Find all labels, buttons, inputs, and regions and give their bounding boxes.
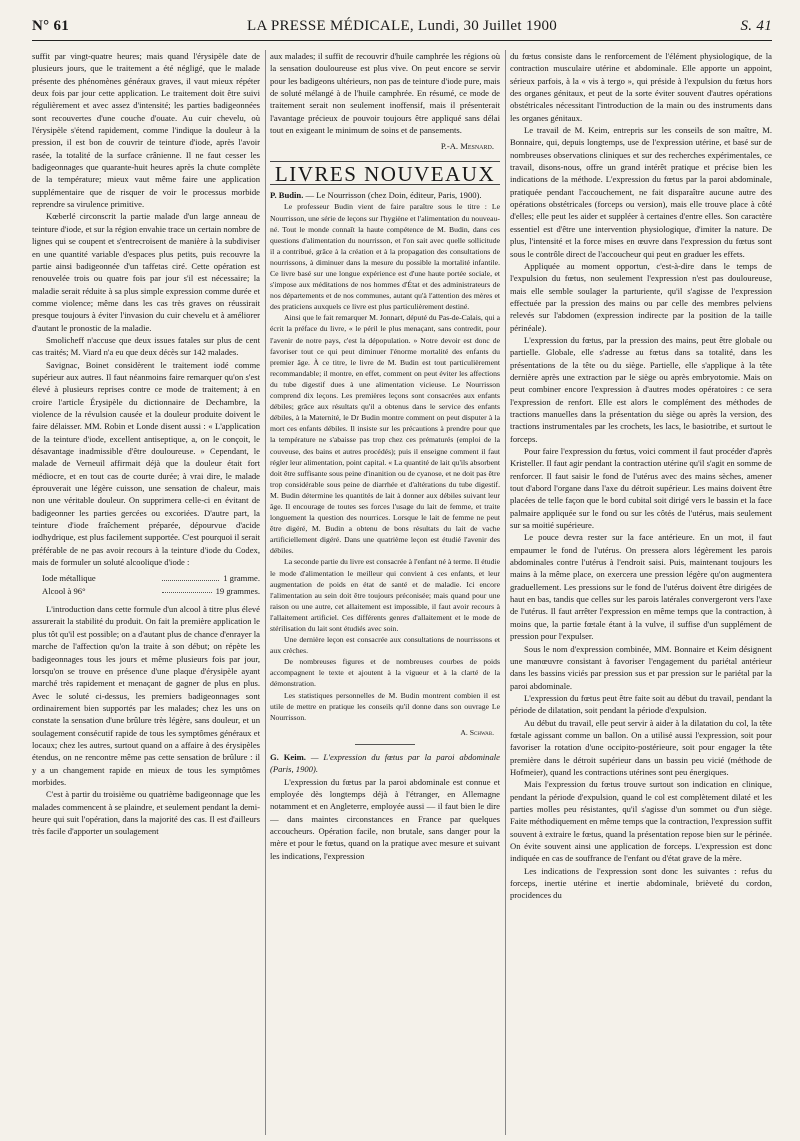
paragraph: aux malades; il suffit de recouvrir d'huile camphrée les régions où la sensation douloureuse est plus vive. On peut encore se servir pour les badigeons ultérieurs, non pas de teinture d'iode pure, mais de soluté mélangé à de l'huile camphrée. En résumé, ce mode de traitement serait non seulement inoffensif, mais il présenterait l'avantage précieux de pouvoir toujours être appliqué sans délai tout en exigeant le minimum de soins et de pansements. <box>270 51 500 136</box>
ingredient-qty: 19 grammes. <box>215 585 260 596</box>
paragraph: Une dernière leçon est consacrée aux consultations de nourrissons et aux crèches. <box>270 635 500 656</box>
paragraph: L'expression du fœtus par la paroi abdominale est connue et employée dès longtemps déjà à l'étranger, en Allemagne notamment et en Angleterre, employée aussi — il faut bien le dire — dans maintes circonstances en France par quelques accoucheurs. Opération facile, non brutale, sans danger pour la mère et pour le fœtus, quand on la pratique avec mesure et suivant les indications, l'expression <box>270 776 500 861</box>
paragraph: du fœtus consiste dans le renforcement de l'élément physiologique, de la contraction musculaire utérine et abdominale. Elle apporte un appoint, sérieux parfois, à la « vis à tergo », qui préside à l'expulsion du fœtus hors des organes génitaux, et peut de la sorte éviter souvent d'autres opérations obstétricales nécessitant l'introduction de la main ou des instruments dans les organes génitaux. <box>510 51 772 123</box>
paragraph: Ainsi que le fait remarquer M. Jonnart, député du Pas-de-Calais, qui a écrit la préface du livre, « le péril le plus menaçant, sans contredit, pour l'avenir de notre pays, c'est la dépopulation. » Notre devoir est donc de favoriser tout ce qui peut diminuer l'énorme mortalité des enfants du premier âge. À ce titre, le livre de M. Budin est tout particulièrement recommandable; il montre, en effet, comment on peut éviter les affections du tube digestif dues à une alimentation vicieuse. Le Nourrisson comprend dix leçons. Les premières leçons sont consacrées aux enfants débiles; grâce aux résultats qu'il a obtenus dans le service des enfants débiles, à la Maternité, le Dr Budin montre comment on peut disputer à la mort ces enfants débiles. Il insiste sur les précautions à prendre pour que la température ne s'abaisse pas trop chez ces prématurés (emploi de la couveuse, des bains et autres procédés); puis il enseigne comment il faut régler leur alimentation, point capital. « La quantité de lait qu'ils absorbent doit être suffisante sous peine d'inanition ou de cyanose, et ne doit pas être trop considérable sous peine de diarrhée et d'altérations du tube digestif. M. Budin détermine les quantités de lait à donner aux débiles suivant leur âge. Il encourage de toutes ses forces l'usage du lait de femme, et traite longuement la question des nourrices. Lorsque le lait de femme ne peut être digéré, M. Budin a obtenu de bons résultats du lait de vache artificiellement digéré. Dans une quatrième leçon est étudié l'avenir des débiles. <box>270 313 500 556</box>
column-rule <box>505 50 506 1135</box>
paragraph: L'introduction dans cette formule d'un alcool à titre plus élevé assurerait la stabilité du produit. On fait la première application le plus tôt qu'il est possible; on a d'autant plus de chance d'enrayer la marche de l'affection qu'on la traite à son début; on répète les badigeonnages tous les jours et même plusieurs fois par jour, lorsqu'on se trouve en présence d'une plaque d'érysipèle ayant marché très rapidement et menaçant de gagner de plus en plus. Avec le soluté ci-dessus, les premiers badigeonnages sont ordinairement bien supportés par les malades; chez les uns on constate la sensation d'une brûlure très légère, sans douleur, et un soulagement consécutif rapide de tous les symptômes généraux et locaux; chez les autres, surtout quand on a affaire à des érysipèles étendus, on ne rencontre même pas cette sensation de brûlure : il y a un changement rapide en mieux de tous les symptômes morbides. <box>32 604 260 787</box>
ingredient-name: Iode métallique <box>42 573 96 584</box>
paragraph: Sous le nom d'expression combinée, MM. Bonnaire et Keim désignent une manœuvre consistant à favoriser l'engagement du pariétal antérieur dans les bassins viciés par pression sus et par pression sur le pariétal par la paroi abdominale. <box>510 643 772 691</box>
page-header <box>32 14 772 41</box>
paragraph: Kœberlé circonscrit la partie malade d'un large anneau de teinture d'iode, et sur la région envahie trace un certain nombre de lignes qui se coupent et s'entrecroisent de manière à la subdiviser en une quantité variable d'espaces plus petits, puis recouvre la partie ainsi badigeonnée d'un taffetas ciré. Cette opération est renouvelée trois ou quatre fois par jour s'il est nécessaire; la maladie serait réduite à sa plus simple expression comme durée et comme violence; même dans les cas très graves on réussirait presque toujours à éviter l'invasion du cuir chevelu et à améliorer d'autant le pronostic de la maladie. <box>32 211 260 333</box>
reviewer-signature: A. Schwab. <box>460 727 494 737</box>
paragraph: C'est à partir du troisième ou quatrième badigeonnage que les malades commencent à se plaindre, et seulement pendant la demi-heure qui suit l'opération, dans la majorité des cas. Il est d'ailleurs très facile d'apporter un soulagement <box>32 789 260 837</box>
paragraph: Les indications de l'expression sont donc les suivantes : refus du forceps, inertie utérine et inertie abdominale, brièveté du cordon, procidences du <box>510 865 772 901</box>
paragraph: L'expression du fœtus peut être faite soit au début du travail, pendant la période de dilatation, soit pendant la période d'expulsion. <box>510 692 772 716</box>
paragraph: Savignac, Boinet considèrent le traitement iodé comme supérieur aux autres. Il faut néanmoins faire remarquer qu'on s'est élevé à plusieurs reprises contre ce mode de traitement; à en croire l'article Érysipèle du dictionnaire de Dechambre, la violence de la révulsion causée et la douleur produite doivent le faire délaisser. MM. Robin et Londe disent aussi : « L'application de la teinture d'iode, excellent antiseptique, a, on le conçoit, le désavantage inadmissible d'être douloureuse. » Cependant, le malade de Verneuil affirmait déjà que la douleur était fort médiocre, et en tout cas de courte durée; à vrai dire, le malade éprouverait une légère cuisson, une sensation de chaleur, mais non une véritable douleur. On supprimera celle-ci en évitant de badigeonner les parties gercées ou excoriées. D'autre part, la teinture d'iode fraîchement préparée, dépourvue d'acide iodhydrique, est plus facilement supportée. C'est pourquoi il serait préférable de ne pas avoir recours à la teinture d'iode du Codex, mais de formuler un soluté alcoolique d'iode : <box>32 359 260 568</box>
paragraph: Les statistiques personnelles de M. Budin montrent combien il est utile de mettre en pratique les conseils qu'il donne dans son ouvrage Le Nourrisson. <box>270 690 500 722</box>
issue-number: N° 61 <box>32 18 70 34</box>
ingredient-name: Alcool à 96° <box>42 585 86 596</box>
leader-dots <box>162 585 212 593</box>
paragraph: De nombreuses figures et de nombreuses courbes de poids accompagnent le texte et ajoutent à la vigueur et à la clarté de la démonstration. <box>270 657 500 689</box>
book-entry-heading <box>270 751 500 776</box>
paragraph: Smolicheff n'accuse que deux issues fatales sur plus de cent cas traités; M. Viard n'a eu que deux décès sur 142 malades. <box>32 334 260 358</box>
paragraph: La seconde partie du livre est consacrée à l'enfant né à terme. Il étudie le mode d'alimentation le meilleur qui convient à ces enfants, et leur augmentation de poids en état de santé et de maladie. Ici encore l'alimentation au sein doit être toujours préconisée; mais quand pour une raison ou une autre, cet allaitement est impossible, il faut avoir recours à l'allaitement artificiel. Ces différents genres d'allaitement et le mode de stérilisation du lait sont étudiés avec soin. <box>270 557 500 633</box>
author-signature: P.-A. Mesnard. <box>440 141 494 152</box>
formula <box>42 572 260 597</box>
book-review <box>270 201 500 738</box>
book-reference: — L'expression du fœtus par la paroi abdominale (Paris, 1900). <box>270 751 500 775</box>
book-author: P. Budin. <box>270 190 304 201</box>
paragraph: Le travail de M. Keim, entrepris sur les conseils de son maître, M. Bonnaire, qui, depuis longtemps, use de l'expression utérine, et basé sur de nombreuses observations cliniques et sur des recherches expérimentales, ce travail, disons-nous, offre un grand intérêt pratique et précise bien les indications de la méthode. L'expression du fœtus par la paroi abdominale, pratiquée pendant l'accouchement, ne fait disparaître aucune autre des opérations obstétricales (forceps ou version), mais elle trouve place à côté d'elles; elle peut les aider et suppléer à certaines d'entre elles. Son caractère essentiel est d'être une intervention physiologique, d'imiter la nature. De plus, l'intensité et la force mises en œuvre dans l'expression du fœtus sont sous le contrôle direct de l'accoucheur qui peut en graduer les effets. <box>510 125 772 259</box>
leader-dots <box>162 572 219 580</box>
ingredient-qty: 1 gramme. <box>223 573 260 584</box>
sheet-number: S. 41 <box>740 18 772 34</box>
book-author: G. Keim. <box>270 751 306 762</box>
book-reference: — Le Nourrisson (chez Doin, éditeur, Paris, 1900). <box>305 190 482 201</box>
column-1 <box>32 50 260 1135</box>
paragraph: L'expression du fœtus, par la pression des mains, peut être globale ou partielle. Globale, elle s'adresse au fœtus dans sa totalité, dans les présentations de la tête ou du siège. Partielle, elle s'applique à la tête dernière après une extraction par le siège ou après embryotomie. Mais on peut combiner encore l'expression à d'autres modes opératoires : ce sera l'expression de renfort. Elle est alors le complément des méthodes de tractions manuelles dans la présentation du siège ou après la version, des tractions instrumentales par les crochets, les lacs, le basiotribe, et surtout le forceps. <box>510 334 772 444</box>
section-heading: LIVRES NOUVEAUX <box>270 161 500 185</box>
formula-line <box>42 572 260 584</box>
paragraph: Pour faire l'expression du fœtus, voici comment il faut procéder d'après Kristeller. Il faut agir pendant la contraction utérine qu'il s'agit en somme de renforcer. Il faut saisir le fond de l'utérus avec des mains sèches, amener tout d'abord l'organe dans l'axe du détroit supérieur. Les mains doivent être placées de telle façon que le bord cubital soit dirigé vers le bassin et la face palmaire appliquée sur le fond ou sur les côtés de l'utérus, mais seulement sur sa moitié supérieure. <box>510 446 772 531</box>
paragraph: Le pouce devra rester sur la face antérieure. En un mot, il faut empaumer le fond de l'utérus. On pressera alors légèrement les parois abdominales contre l'utérus à l'endroit saisi. Puis, maintenant toujours les mains à la même place, on exercera une pression légère qu'on augmentera graduellement. Les pressions sur le fond de l'utérus doivent être dirigées de haut en bas, tandis que celles sur les parois latérales convergeront vers l'axe de l'utérus. Il faut arrêter l'expression en même temps que la contraction, à moins que, la partie fœtale étant à la vulve, il suffise d'un supplément de pression pour l'expulser. <box>510 532 772 642</box>
paragraph: Le professeur Budin vient de faire paraître sous le titre : Le Nourrisson, une série de leçons sur l'hygiène et l'alimentation du nouveau-né. Tout le monde connaît la haute compétence de M. Budin, dans ces questions d'alimentation du nourrisson, et l'on sait avec quelle sollicitude il a contribué, grâce à la création et à la propagation des consultations de nourrissons, à diminuer dans la mesure du possible la mortalité infantile. Ce livre basé sur une longue expérience est d'une haute portée sociale, et s'impose aux méditations de nos hommes d'État et des administrateurs de nos départements et de nos communes, autant qu'à l'attention des mères et des praticiens auxquels ce livre est plus particulièrement destiné. <box>270 202 500 312</box>
column-2 <box>270 50 500 1135</box>
divider <box>355 744 415 745</box>
paragraph: Au début du travail, elle peut servir à aider à la dilatation du col, la tête fœtale agissant comme un ballon. On a utilisé aussi l'expression, soit pour favoriser la rotation d'une occipito-postérieure, soit pour engager la tête première dans le détroit supérieur dans un bassin peu vicié (méthode de Hofmeier), quand les contractions utérines sont peu énergiques. <box>510 717 772 777</box>
formula-line <box>42 585 260 597</box>
column-3 <box>510 50 772 1135</box>
column-rule <box>265 50 266 1135</box>
paragraph: Appliquée au moment opportun, c'est-à-dire dans le temps de l'expulsion du fœtus, non seulement l'expression n'est pas douloureuse, mais elle semble soulager la parturiente, qu'il s'agisse de l'expression effectuée par la pression des mains ou par celle des membres pelviens relevés sur l'abdomen (expression indirecte par la position de la taille périnéale). <box>510 260 772 333</box>
journal-title: LA PRESSE MÉDICALE, Lundi, 30 Juillet 1900 <box>247 18 558 34</box>
book-entry-heading <box>270 189 500 201</box>
paragraph: suffit par vingt-quatre heures; mais quand l'érysipèle date de plusieurs jours, que le traitement a été négligé, que le malade présente des phénomènes généraux graves, il vaut mieux répéter deux fois par jour cette application. Le traitement doit être suivi régulièrement et avec assez d'intensité; les parties badigeonnées sont recouvertes d'une couche d'ouate. Au cuir chevelu, où l'érysipèle s'étend rapidement, comme l'indique la douleur à la pression, il est bon de couvrir de teinture d'iode, après l'avoir rasée, la totalité de la surface crânienne. Il ne faut cesser les badigeonnages que quarante-huit heures après la chute complète de la température; mieux vaut même faire une application supplémentaire que de risquer de voir le processus morbide reprendre sa virulence primitive. <box>32 51 260 210</box>
paragraph: Mais l'expression du fœtus trouve surtout son indication en clinique, pendant la période d'expulsion, quand le col est complètement dilaté et les parties molles peu résistantes, qu'il s'agisse d'un sommet ou d'un siège. Faite méthodiquement en même temps que la contraction, l'expression suffit souvent à extraire le fœtus, quand la présentation repose bien sur le périnée. On évite souvent ainsi une application de forceps. L'expression est donc indiquée en cas de souffrance de l'enfant ou d'état grave de la mère. <box>510 779 772 864</box>
